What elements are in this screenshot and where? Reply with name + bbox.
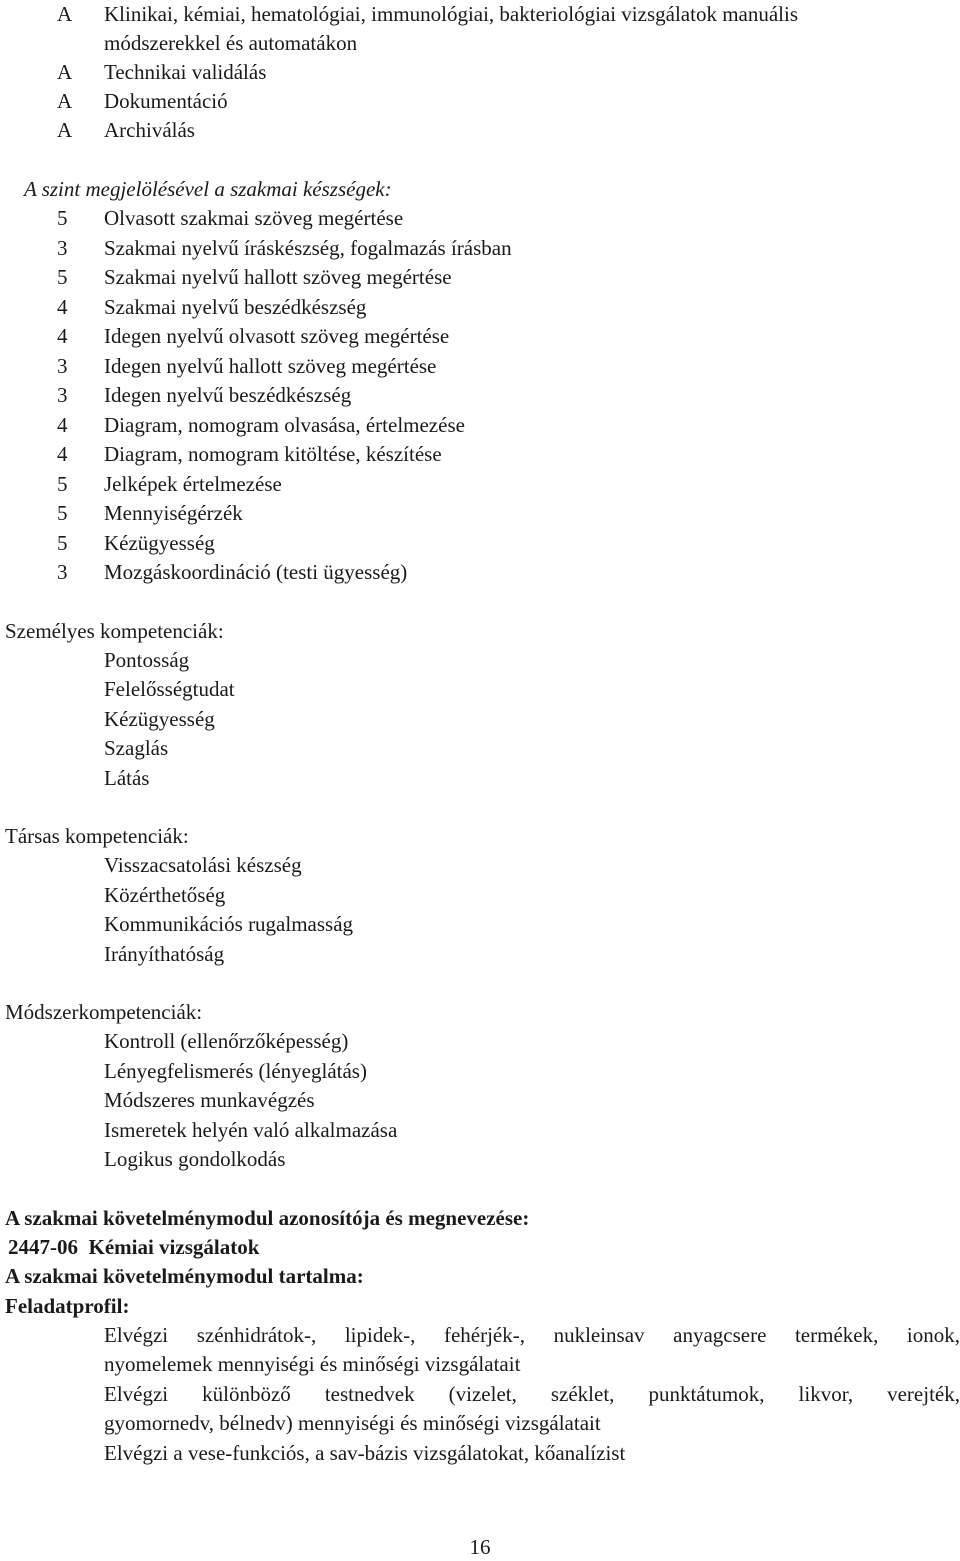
skill-text: Kézügyesség (104, 531, 215, 555)
skill-text: Idegen nyelvű olvasott szöveg megértése (104, 324, 450, 348)
item-text: Technikai validálás (104, 60, 267, 84)
item-text: Dokumentáció (104, 89, 228, 113)
skill-level: 5 (57, 472, 68, 496)
method-item: Módszeres munkavégzés (104, 1088, 315, 1112)
method-item: Ismeretek helyén való alkalmazása (104, 1118, 398, 1142)
skill-text: Mennyiségérzék (104, 501, 243, 525)
skill-level: 5 (57, 531, 68, 555)
skill-text: Diagram, nomogram olvasása, értelmezése (104, 413, 465, 437)
task-line: Elvégzi szénhidrátok-, lipidek-, fehérjék-, nukleinsav anyagcsere termékek, ionok, (104, 1323, 960, 1347)
personal-item: Kézügyesség (104, 707, 215, 731)
skill-level: 4 (57, 442, 68, 466)
item-text: Archiválás (104, 118, 195, 142)
skill-text: Jelképek értelmezése (104, 472, 282, 496)
skill-level: 3 (57, 236, 68, 260)
social-item: Visszacsatolási készség (104, 853, 302, 877)
skill-text: Mozgáskoordináció (testi ügyesség) (104, 560, 408, 584)
level-mark: A (57, 60, 73, 84)
skill-level: 5 (57, 206, 68, 230)
skill-text: Szakmai nyelvű íráskészség, fogalmazás írásban (104, 236, 512, 260)
skill-level: 3 (57, 354, 68, 378)
skill-text: Szakmai nyelvű beszédkészség (104, 295, 367, 319)
skill-text: Idegen nyelvű hallott szöveg megértése (104, 354, 437, 378)
method-heading: Módszerkompetenciák: (5, 1000, 203, 1024)
level-mark: A (57, 89, 73, 113)
method-item: Lényegfelismerés (lényeglátás) (104, 1059, 367, 1083)
task-line: gyomornedv, bélnedv) mennyiségi és minőségi vizsgálatait (104, 1411, 601, 1435)
social-item: Közérthetőség (104, 883, 226, 907)
profile-heading: Feladatprofil: (5, 1294, 130, 1318)
level-mark: A (57, 2, 73, 26)
task-line: Elvégzi a vese-funkciós, a sav-bázis vizsgálatokat, kőanalízist (104, 1441, 626, 1465)
personal-item: Látás (104, 766, 150, 790)
module-id-line: 2447-06 Kémiai vizsgálatok (8, 1235, 260, 1259)
social-heading: Társas kompetenciák: (5, 824, 189, 848)
skill-level: 4 (57, 413, 68, 437)
skill-level: 5 (57, 501, 68, 525)
page-number: 16 (469, 1535, 491, 1559)
level-mark: A (57, 118, 73, 142)
skill-text: Idegen nyelvű beszédkészség (104, 383, 352, 407)
personal-item: Felelősségtudat (104, 677, 235, 701)
personal-heading: Személyes kompetenciák: (5, 619, 224, 643)
social-item: Irányíthatóság (104, 942, 225, 966)
skill-level: 4 (57, 324, 68, 348)
task-line: nyomelemek mennyiségi és minőségi vizsgálatait (104, 1352, 521, 1376)
item-text: Klinikai, kémiai, hematológiai, immunológiai, bakteriológiai vizsgálatok manuális (104, 2, 799, 26)
skill-level: 3 (57, 383, 68, 407)
skill-text: Szakmai nyelvű hallott szöveg megértése (104, 265, 452, 289)
skill-level: 5 (57, 265, 68, 289)
social-item: Kommunikációs rugalmasság (104, 912, 354, 936)
module-id-heading: A szakmai követelménymodul azonosítója és megnevezése: (5, 1206, 530, 1230)
method-item: Logikus gondolkodás (104, 1147, 286, 1171)
personal-item: Pontosság (104, 648, 190, 672)
skill-level: 3 (57, 560, 68, 584)
item-text: módszerekkel és automatákon (104, 31, 358, 55)
skill-text: Diagram, nomogram kitöltése, készítése (104, 442, 442, 466)
method-item: Kontroll (ellenőrzőképesség) (104, 1029, 349, 1053)
skill-text: Olvasott szakmai szöveg megértése (104, 206, 404, 230)
skills-heading: A szint megjelölésével a szakmai készségek: (24, 177, 392, 201)
module-content-heading: A szakmai követelménymodul tartalma: (5, 1264, 364, 1288)
skill-level: 4 (57, 295, 68, 319)
task-line: Elvégzi különböző testnedvek (vizelet, széklet, punktátumok, likvor, verejték, (104, 1382, 960, 1406)
personal-item: Szaglás (104, 736, 169, 760)
